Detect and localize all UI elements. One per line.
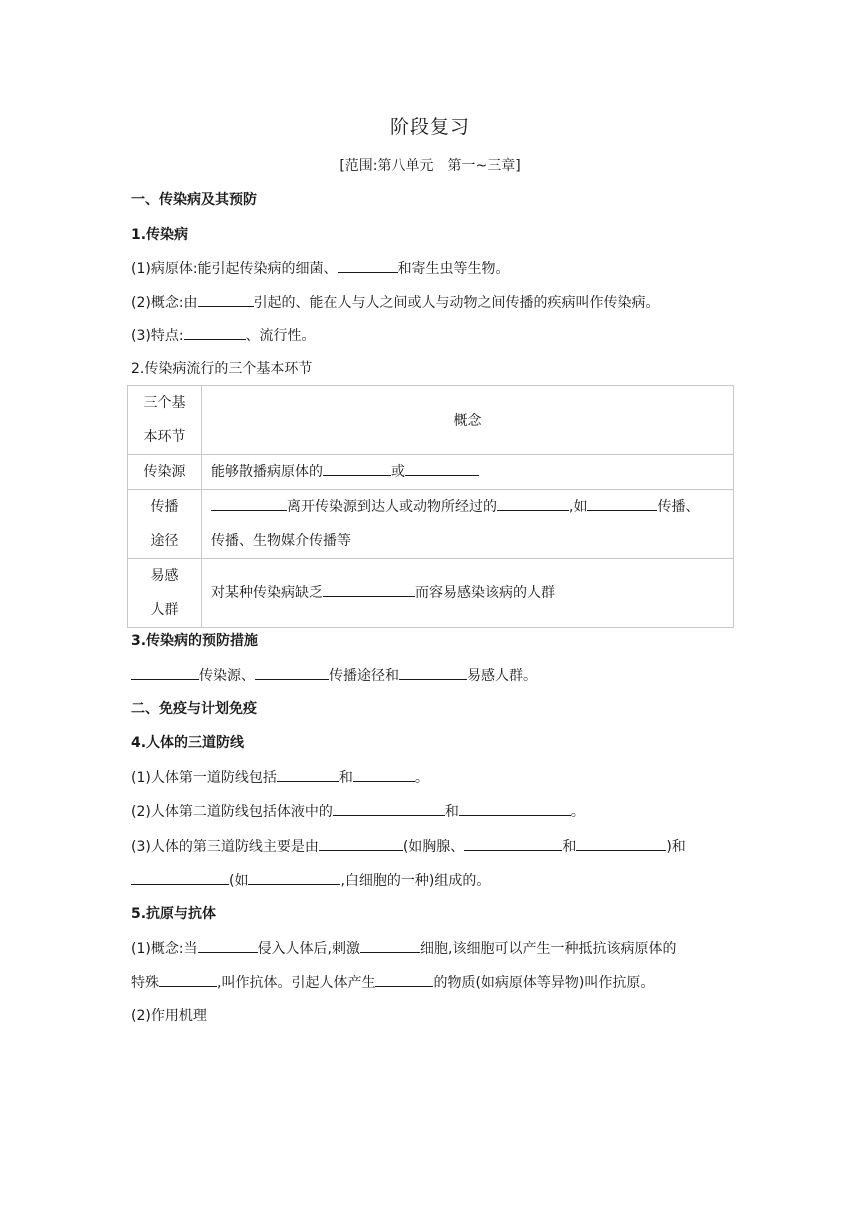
text: 本环节 (143, 429, 186, 445)
text: (如胸腺、 (402, 839, 465, 855)
q4-line-3 (131, 835, 686, 858)
q1-line-1 (131, 257, 510, 280)
answer-blank[interactable] (587, 495, 657, 511)
text: ,白细胞的一种)组成的。 (340, 873, 491, 889)
text: (1)病原体:能引起传染病的细菌、 (131, 261, 338, 277)
text: 能够散播病原体的 (211, 464, 323, 480)
text: 易感人群。 (467, 668, 537, 684)
text: 引起的、能在人与人之间或人与动物之间传播的疾病叫作传染病。 (253, 295, 660, 311)
text: 、流行性。 (245, 328, 316, 344)
table-header-concept: 概念 (202, 386, 734, 455)
answer-blank[interactable] (576, 835, 666, 851)
answer-blank[interactable] (323, 581, 415, 597)
answer-blank[interactable] (333, 800, 445, 816)
text: (1)人体第一道防线包括 (131, 770, 277, 786)
q5-line-3: (2)作用机理 (131, 1008, 207, 1024)
text: 三个基 (143, 395, 186, 411)
text: 特殊 (131, 975, 159, 991)
answer-blank[interactable] (464, 835, 562, 851)
text: 传染源、 (199, 668, 255, 684)
answer-blank[interactable] (360, 937, 420, 953)
answer-blank[interactable] (353, 766, 415, 782)
q5-heading: 5.抗原与抗体 (131, 906, 217, 922)
text: 细胞,该细胞可以产生一种抵抗该病原体的 (420, 941, 677, 957)
text: 途径 (150, 533, 179, 549)
text: 和 (562, 839, 577, 855)
q1-line-3 (131, 324, 316, 347)
text: 。 (570, 804, 585, 820)
q1-line-2 (131, 291, 660, 314)
table-row-susceptible-name (128, 559, 202, 628)
table-row-route-concept (202, 490, 734, 559)
q4-line-2 (131, 800, 585, 823)
text: (3)特点: (131, 328, 184, 344)
answer-blank[interactable] (277, 766, 339, 782)
q2-heading: 2.传染病流行的三个基本环节 (131, 361, 313, 377)
text: 和 (338, 770, 353, 786)
text: 传播途径和 (329, 668, 399, 684)
text: (2)概念:由 (131, 295, 198, 311)
text: ,如 (569, 499, 588, 515)
section-heading-1: 一、传染病及其预防 (131, 192, 257, 208)
answer-blank[interactable] (319, 835, 403, 851)
answer-blank[interactable] (497, 495, 569, 511)
epidemic-links-table (127, 385, 734, 628)
answer-blank[interactable] (211, 495, 287, 511)
table-header-links (128, 386, 202, 455)
text: 的物质(如病原体等异物)叫作抗原。 (433, 975, 655, 991)
table-row-source-name: 传染源 (128, 455, 202, 490)
answer-blank[interactable] (405, 460, 479, 476)
text: 侵入人体后,刺激 (257, 941, 361, 957)
q4-line-4 (131, 869, 490, 892)
text: 人群 (150, 602, 179, 618)
text: (如 (229, 873, 249, 889)
text: 离开传染源到达人或动物所经过的 (287, 499, 497, 515)
text: 和 (444, 804, 459, 820)
text: (3)人体的第三道防线主要是由 (131, 839, 319, 855)
answer-blank[interactable] (399, 664, 467, 680)
text: 。 (414, 770, 429, 786)
text: 对某种传染病缺乏 (211, 585, 323, 601)
q5-line-1 (131, 937, 676, 960)
answer-blank[interactable] (198, 291, 254, 307)
text: 或 (391, 464, 405, 480)
answer-blank[interactable] (255, 664, 329, 680)
text: 和寄生虫等生物。 (397, 261, 510, 277)
answer-blank[interactable] (184, 324, 246, 340)
text: )和 (666, 839, 686, 855)
q1-heading: 1.传染病 (131, 227, 189, 243)
text: 易感 (150, 568, 179, 584)
answer-blank[interactable] (198, 937, 258, 953)
text: ,叫作抗体。引起人体产生 (217, 975, 376, 991)
page-title: 阶段复习 (389, 116, 470, 138)
answer-blank[interactable] (248, 869, 340, 885)
q3-line-1 (131, 664, 537, 687)
table-row-source-concept (202, 455, 734, 490)
page-subtitle: [范围:第八单元 第一~三章] (339, 158, 521, 174)
answer-blank[interactable] (323, 460, 391, 476)
q5-line-2 (131, 971, 654, 994)
answer-blank[interactable] (131, 664, 199, 680)
section-heading-2: 二、免疫与计划免疫 (131, 701, 257, 717)
q4-heading: 4.人体的三道防线 (131, 735, 245, 751)
answer-blank[interactable] (159, 971, 217, 987)
q3-heading: 3.传染病的预防措施 (131, 633, 259, 649)
answer-blank[interactable] (338, 257, 398, 273)
answer-blank[interactable] (375, 971, 433, 987)
text: 传播、 (657, 499, 700, 515)
table-row-route-name (128, 490, 202, 559)
text: 传播 (150, 499, 179, 515)
table-row-susceptible-concept (202, 559, 734, 628)
text: (2)人体第二道防线包括体液中的 (131, 804, 333, 820)
text: 传播、生物媒介传播等 (211, 533, 351, 549)
text: 而容易感染该病的人群 (415, 585, 555, 601)
q4-line-1 (131, 766, 429, 789)
answer-blank[interactable] (131, 869, 229, 885)
answer-blank[interactable] (459, 800, 571, 816)
text: (1)概念:当 (131, 941, 198, 957)
